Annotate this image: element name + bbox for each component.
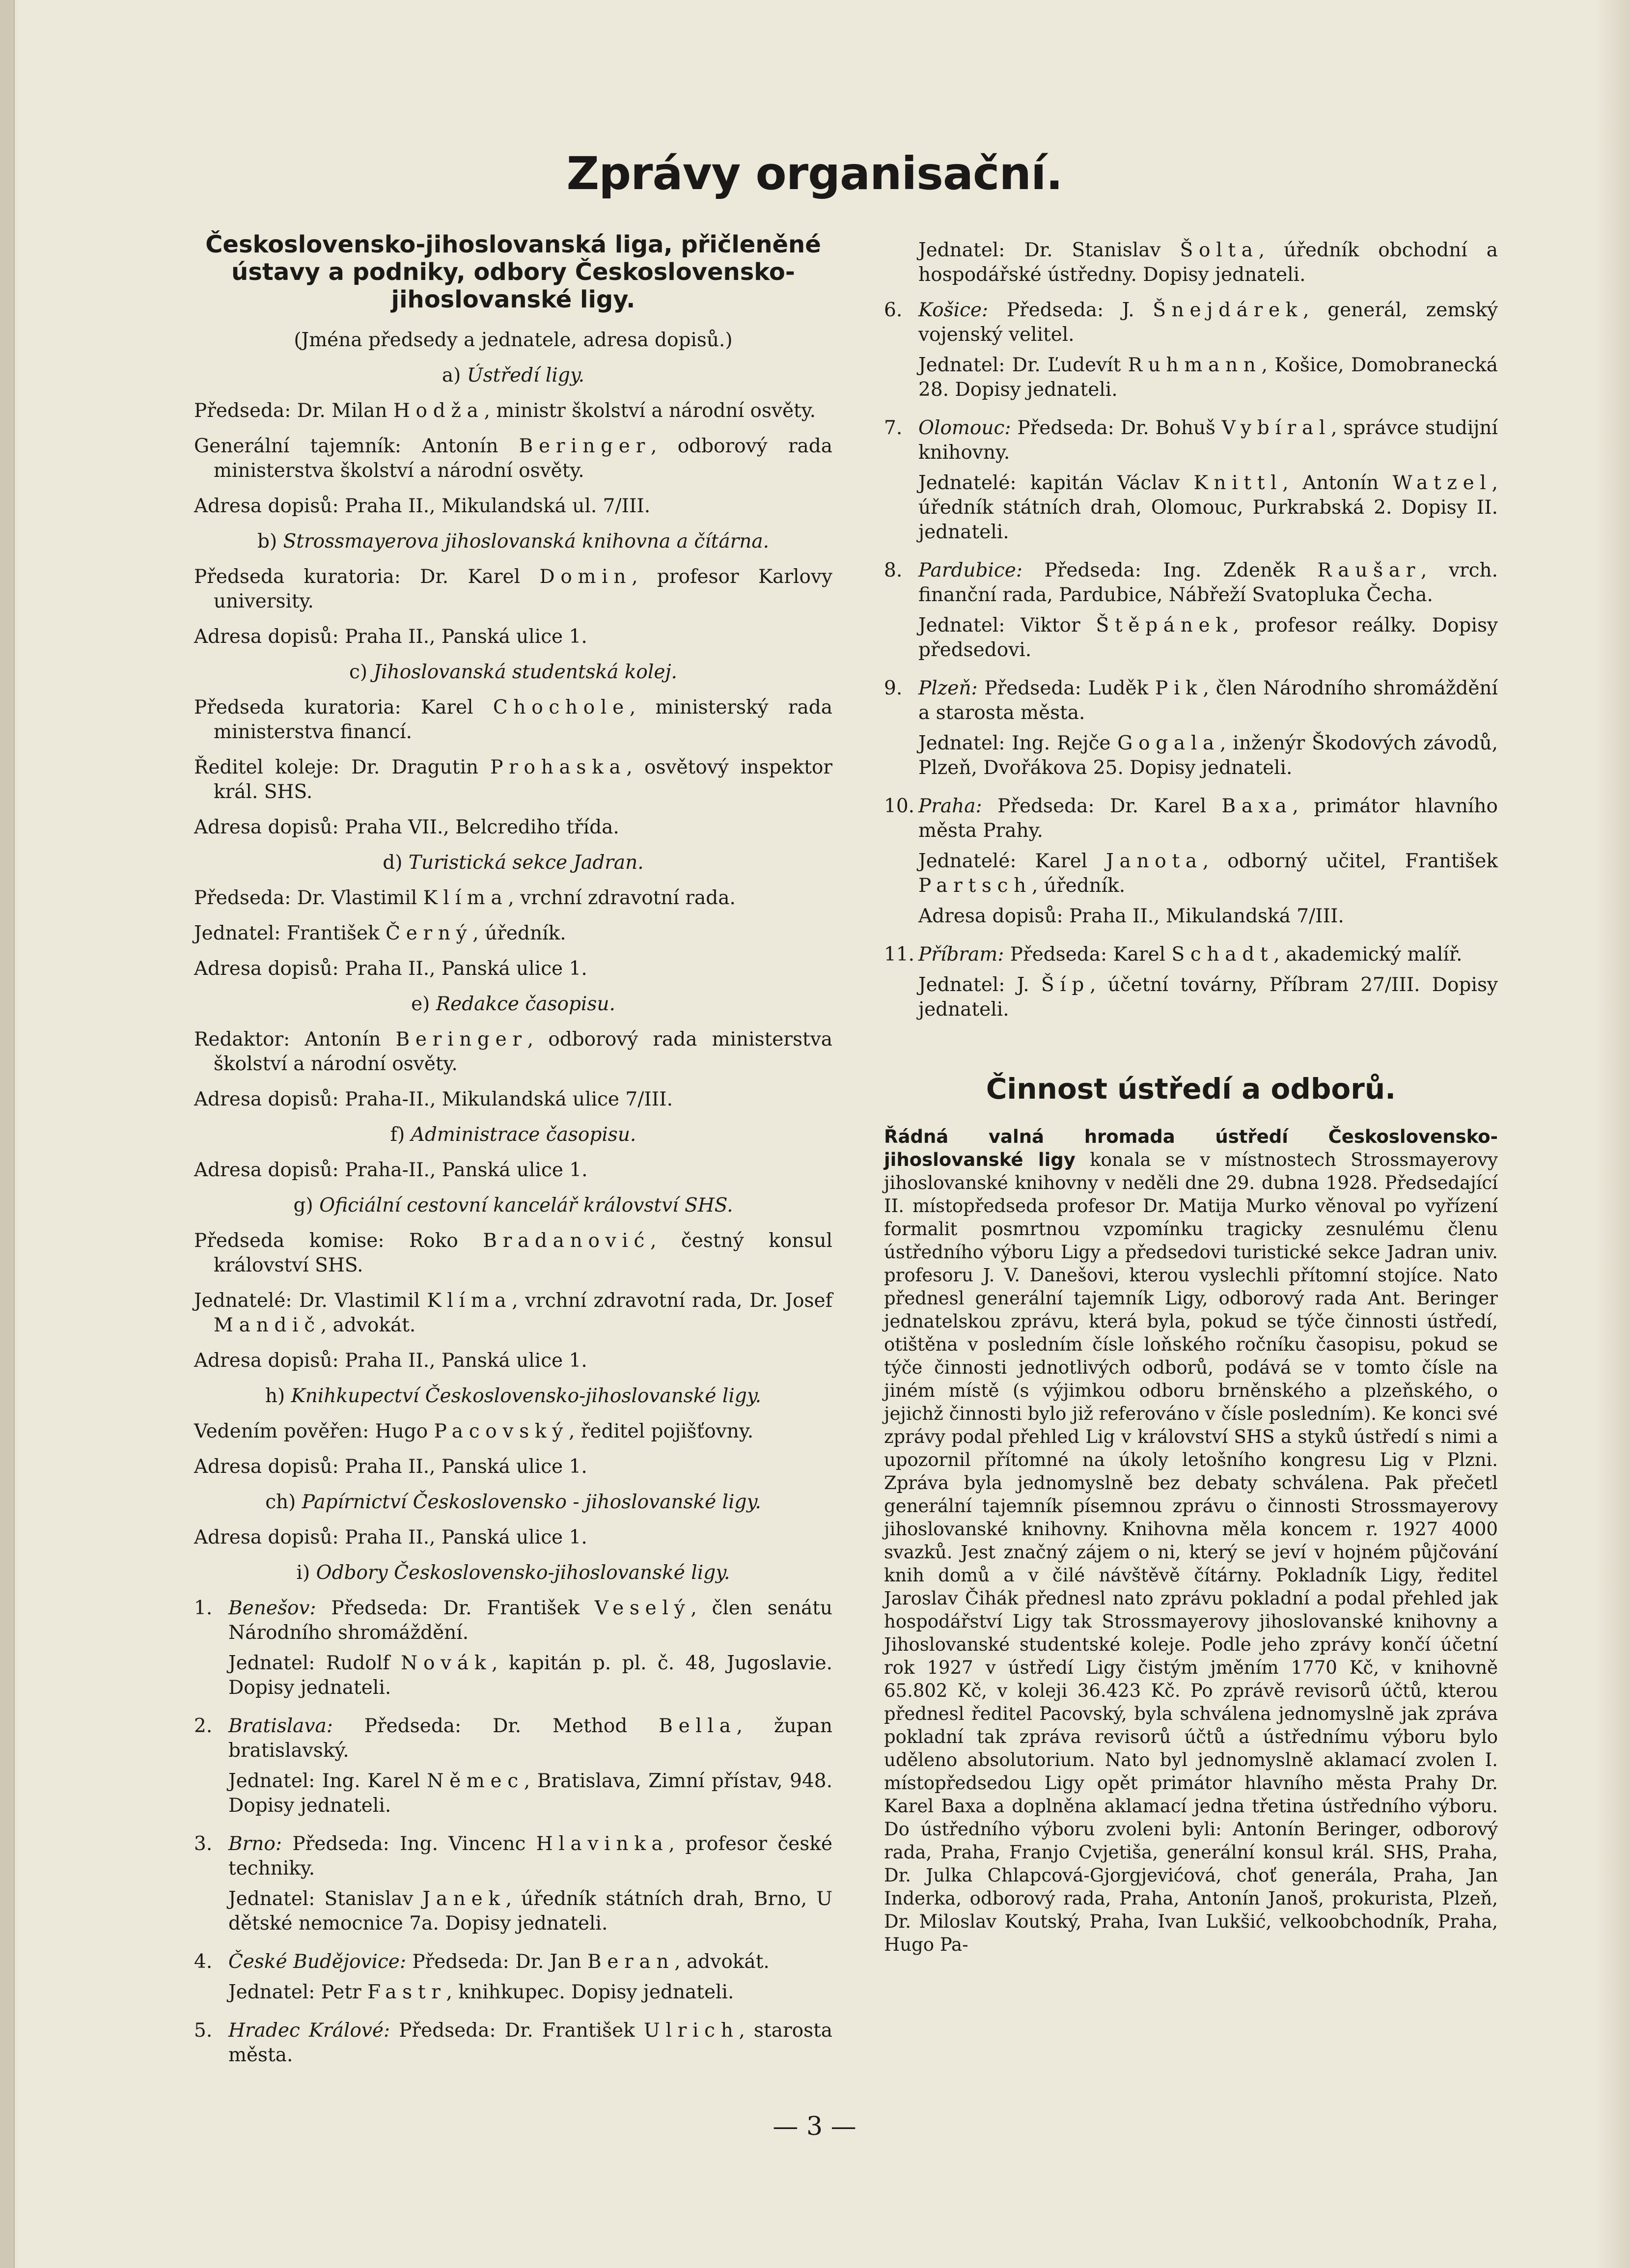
right-column — [884, 238, 1498, 1967]
subhead-e: e) Redakce časopisu. — [411, 993, 615, 1015]
branch-item: 7. Olomouc: Předseda: Dr. Bohuš Vybíral, správce studijní knihovny. Jednatelé: kapitán Václav Knittl, Antonín Watzel, úředník státních drah, Olomouc, Purkrabská 2. Dopisy II. jednateli. — [884, 417, 1498, 543]
entry-line: Adresa dopisů: Praha II., Panská ulice 1. — [194, 1456, 587, 1478]
entry-line: Adresa dopisů: Praha II., Panská ulice 1. — [194, 1350, 587, 1372]
note: (Jména předsedy a jednatele, adresa dopisů.) — [294, 329, 733, 351]
branch-item: 9. Plzeň: Předseda: Luděk Pik, člen Národního shromáždění a starosta města. Jednatel: Ing. Rejče Gogala, inženýr Škodových závodů, Plzeň, Dvořákova 25. Dopisy jednateli. — [884, 677, 1498, 779]
subhead-i: i) Odbory Československo-jihoslovanské ligy. — [296, 1562, 730, 1584]
section-heading: Československo-jihoslovanská liga, přičleněné ústavy a podniky, odbory Československo-jihoslovanské ligy. — [205, 231, 821, 313]
branch-item: 1. Benešov: Předseda: Dr. František Veselý, člen senátu Národního shromáždění. Jednatel: Rudolf Novák, kapitán p. pl. č. 48, Jugoslavie. Dopisy jednateli. — [194, 1597, 832, 1699]
subhead-g: g) Oficiální cestovní kancelář království SHS. — [293, 1194, 733, 1217]
branch-item: 6. Košice: Předseda: J. Šnejdárek, generál, zemský vojenský velitel. Jednatel: Dr. Ľudevít Ruhmann, Košice, Domobranecká 28. Dopisy jednateli. — [884, 299, 1498, 401]
left-column — [194, 231, 832, 2081]
entry-line: Jednatel: František Černý, úředník. — [194, 922, 566, 944]
subhead-h: h) Knihkupectví Československo-jihoslovanské ligy. — [265, 1385, 762, 1407]
page-number: — 3 — — [773, 2112, 856, 2141]
branch-item: 10. Praha: Předseda: Dr. Karel Baxa, primátor hlavního města Prahy. Jednatelé: Karel Janota, odborný učitel, František Partsch, úředník. Adresa dopisů: Praha II., Mikulandská 7/III. — [884, 795, 1498, 927]
entry-line: Adresa dopisů: Praha VII., Belcrediho třída. — [194, 816, 619, 838]
entry-line: Jednatel: Dr. Stanislav Šolta, úředník obchodní a hospodářské ústředny. Dopisy jednateli. — [918, 239, 1498, 286]
section-heading-activity: Činnost ústředí a odborů. — [986, 1072, 1396, 1106]
entry-line: Předseda: Dr. Vlastimil Klíma, vrchní zdravotní rada. — [194, 887, 736, 909]
entry-line: Předseda: Dr. Milan Hodža, ministr školství a národní osvěty. — [194, 400, 816, 422]
entry-line: Adresa dopisů: Praha-II., Panská ulice 1. — [194, 1159, 588, 1181]
entry-line: Adresa dopisů: Praha II., Panská ulice 1. — [194, 1526, 587, 1549]
entry-line: Adresa dopisů: Praha-II., Mikulandská ulice 7/III. — [194, 1088, 673, 1110]
entry-line: Předseda kuratoria: Karel Chochole, ministerský rada ministerstva financí. — [194, 696, 832, 743]
branch-item: 3. Brno: Předseda: Ing. Vincenc Hlavinka, profesor české techniky. Jednatel: Stanislav Janek, úředník státních drah, Brno, U dětské nemocnice 7a. Dopisy jednateli. — [194, 1833, 832, 1935]
page-title: Zprávy organisační. — [566, 147, 1063, 200]
entry-line: Předseda komise: Roko Bradanović, čestný konsul království SHS. — [194, 1230, 832, 1276]
page-binding-edge — [0, 0, 15, 2268]
entry-line: Vedením pověřen: Hugo Pacovský, ředitel pojišťovny. — [194, 1420, 754, 1442]
entry-line: Generální tajemník: Antonín Beringer, odborový rada ministerstva školství a národní osvěty. — [194, 435, 832, 482]
subhead-f: f) Administrace časopisu. — [390, 1124, 636, 1146]
entry-line: Jednatelé: Dr. Vlastimil Klíma, vrchní zdravotní rada, Dr. Josef Mandič, advokát. — [194, 1290, 833, 1336]
branch-item: 11. Příbram: Předseda: Karel Schadt, akademický malíř. Jednatel: J. Šíp, účetní továrny, Příbram 27/III. Dopisy jednateli. — [884, 943, 1498, 1021]
entry-line: Předseda kuratoria: Dr. Karel Domin, profesor Karlovy university. — [194, 566, 832, 612]
subhead-a: a) Ústředí ligy. — [442, 364, 585, 387]
report-paragraph: Řádná valná hromada ústředí Československo-jihoslovanské ligy konala se v místnostech Strossmayerovy jihoslovanské knihovny v neděli dne 29. dubna 1928. Předsedající II. místopředseda profesor Dr. Matija Murko věnoval po vyřízení formalit posmrtnou vzpomínku tragicky zesnulému členu ústředního výboru Ligy a předsedovi turistické sekce Jadran univ. profesoru J. V. Danešovi, kterou vyslechli přítomní stojíce. Nato přednesl generální tajemník Ligy, odborový rada Ant. Beringer jednatelskou zprávu, která byla, pokud se týče činnosti ústředí, otištěna v posledním čísle loňského ročníku časopisu, pokud se týče činnosti jednotlivých odborů, podává se v tomto čísle na jiném místě (s výjimkou odboru brněnského a plzeňského, o jejichž činnosti bylo již referováno v čísle posledním). Ke konci své zprávy podal přehled Lig v království SHS a styků ústředí s nimi a upozornil přítomné na úkoly letošního kongresu Lig v Plzni. Zpráva byla jednomyslně bez debaty schválena. Pak přečetl generální tajemník písemnou zprávu o činnosti Strossmayerovy jihoslovanské knihovny. Knihovna měla koncem r. 1927 4000 svazků. Jest značný zájem o ni, který se jeví v hojném půjčování knih domů a v čilé návštěvě čítárny. Pokladník Ligy, ředitel Jaroslav Čihák přednesl nato zprávu pokladní a podal přehled jak hospodářství Ligy tak Strossmayerovy jihoslovanské knihovny a Jihoslovanské studentské koleje. Podle jeho zprávy končí účetní rok 1927 v ústředí Ligy čistým jměním 1770 Kč, v knihovně 65.802 Kč, v koleji 36.423 Kč. Po zprávě revisorů účtů, kterou přednesl ředitel Pacovský, byla schválena jednomyslně jak zpráva pokladní tak zpráva revisorů účtů a ústřednímu výboru bylo uděleno absolutorium. Nato byl jednomyslně aklamací zvolen I. místopředsedou Ligy opět primátor hlavního města Prahy Dr. Karel Baxa a doplněna aklamací jedna třetina ústředního výboru. Do ústředního výboru zvoleni byli: Antonín Beringer, odborový rada, Praha, Franjo Cvjetiša, generální konsul král. SHS, Praha, Dr. Julka Chlapcová-Gjorgjevićová, choť generála, Praha, Jan Inderka, odborový rada, Praha, Antonín Janoš, prokurista, Plzeň, Dr. Miloslav Koutský, Praha, Ivan Lukšić, velkoobchodník, Praha, Hugo Pa- — [884, 1126, 1498, 1955]
entry-line: Redaktor: Antonín Beringer, odborový rada ministerstva školství a národní osvěty. — [194, 1028, 832, 1075]
branch-item: 8. Pardubice: Předseda: Ing. Zdeněk Raušar, vrch. finanční rada, Pardubice, Nábřeží Svatopluka Čecha. Jednatel: Viktor Štěpánek, profesor reálky. Dopisy předsedovi. — [884, 559, 1498, 661]
entry-line: Adresa dopisů: Praha II., Mikulandská ul. 7/III. — [194, 495, 651, 517]
entry-line: Ředitel koleje: Dr. Dragutin Prohaska, osvětový inspektor král. SHS. — [194, 756, 832, 803]
entry-line: Adresa dopisů: Praha II., Panská ulice 1. — [194, 958, 587, 980]
branch-item: 4. České Budějovice: Předseda: Dr. Jan Beran, advokát. Jednatel: Petr Fastr, knihkupec. Dopisy jednateli. — [194, 1951, 770, 2003]
entry-line: Adresa dopisů: Praha II., Panská ulice 1. — [194, 626, 587, 648]
branch-item: 5. Hradec Králové: Předseda: Dr. František Ulrich, starosta města. — [194, 2019, 833, 2066]
subhead-c: c) Jihoslovanská studentská kolej. — [349, 661, 677, 683]
subhead-b: b) Strossmayerova jihoslovanská knihovna a čítárna. — [257, 530, 769, 553]
subhead-ch: ch) Papírnictví Československo - jihoslovanské ligy. — [265, 1491, 761, 1513]
subhead-d: d) Turistická sekce Jadran. — [383, 852, 644, 874]
branch-item: 2. Bratislava: Předseda: Dr. Method Bella, župan bratislavský. Jednatel: Ing. Karel Němec, Bratislava, Zimní přístav, 948. Dopisy jednateli. — [194, 1715, 832, 1817]
